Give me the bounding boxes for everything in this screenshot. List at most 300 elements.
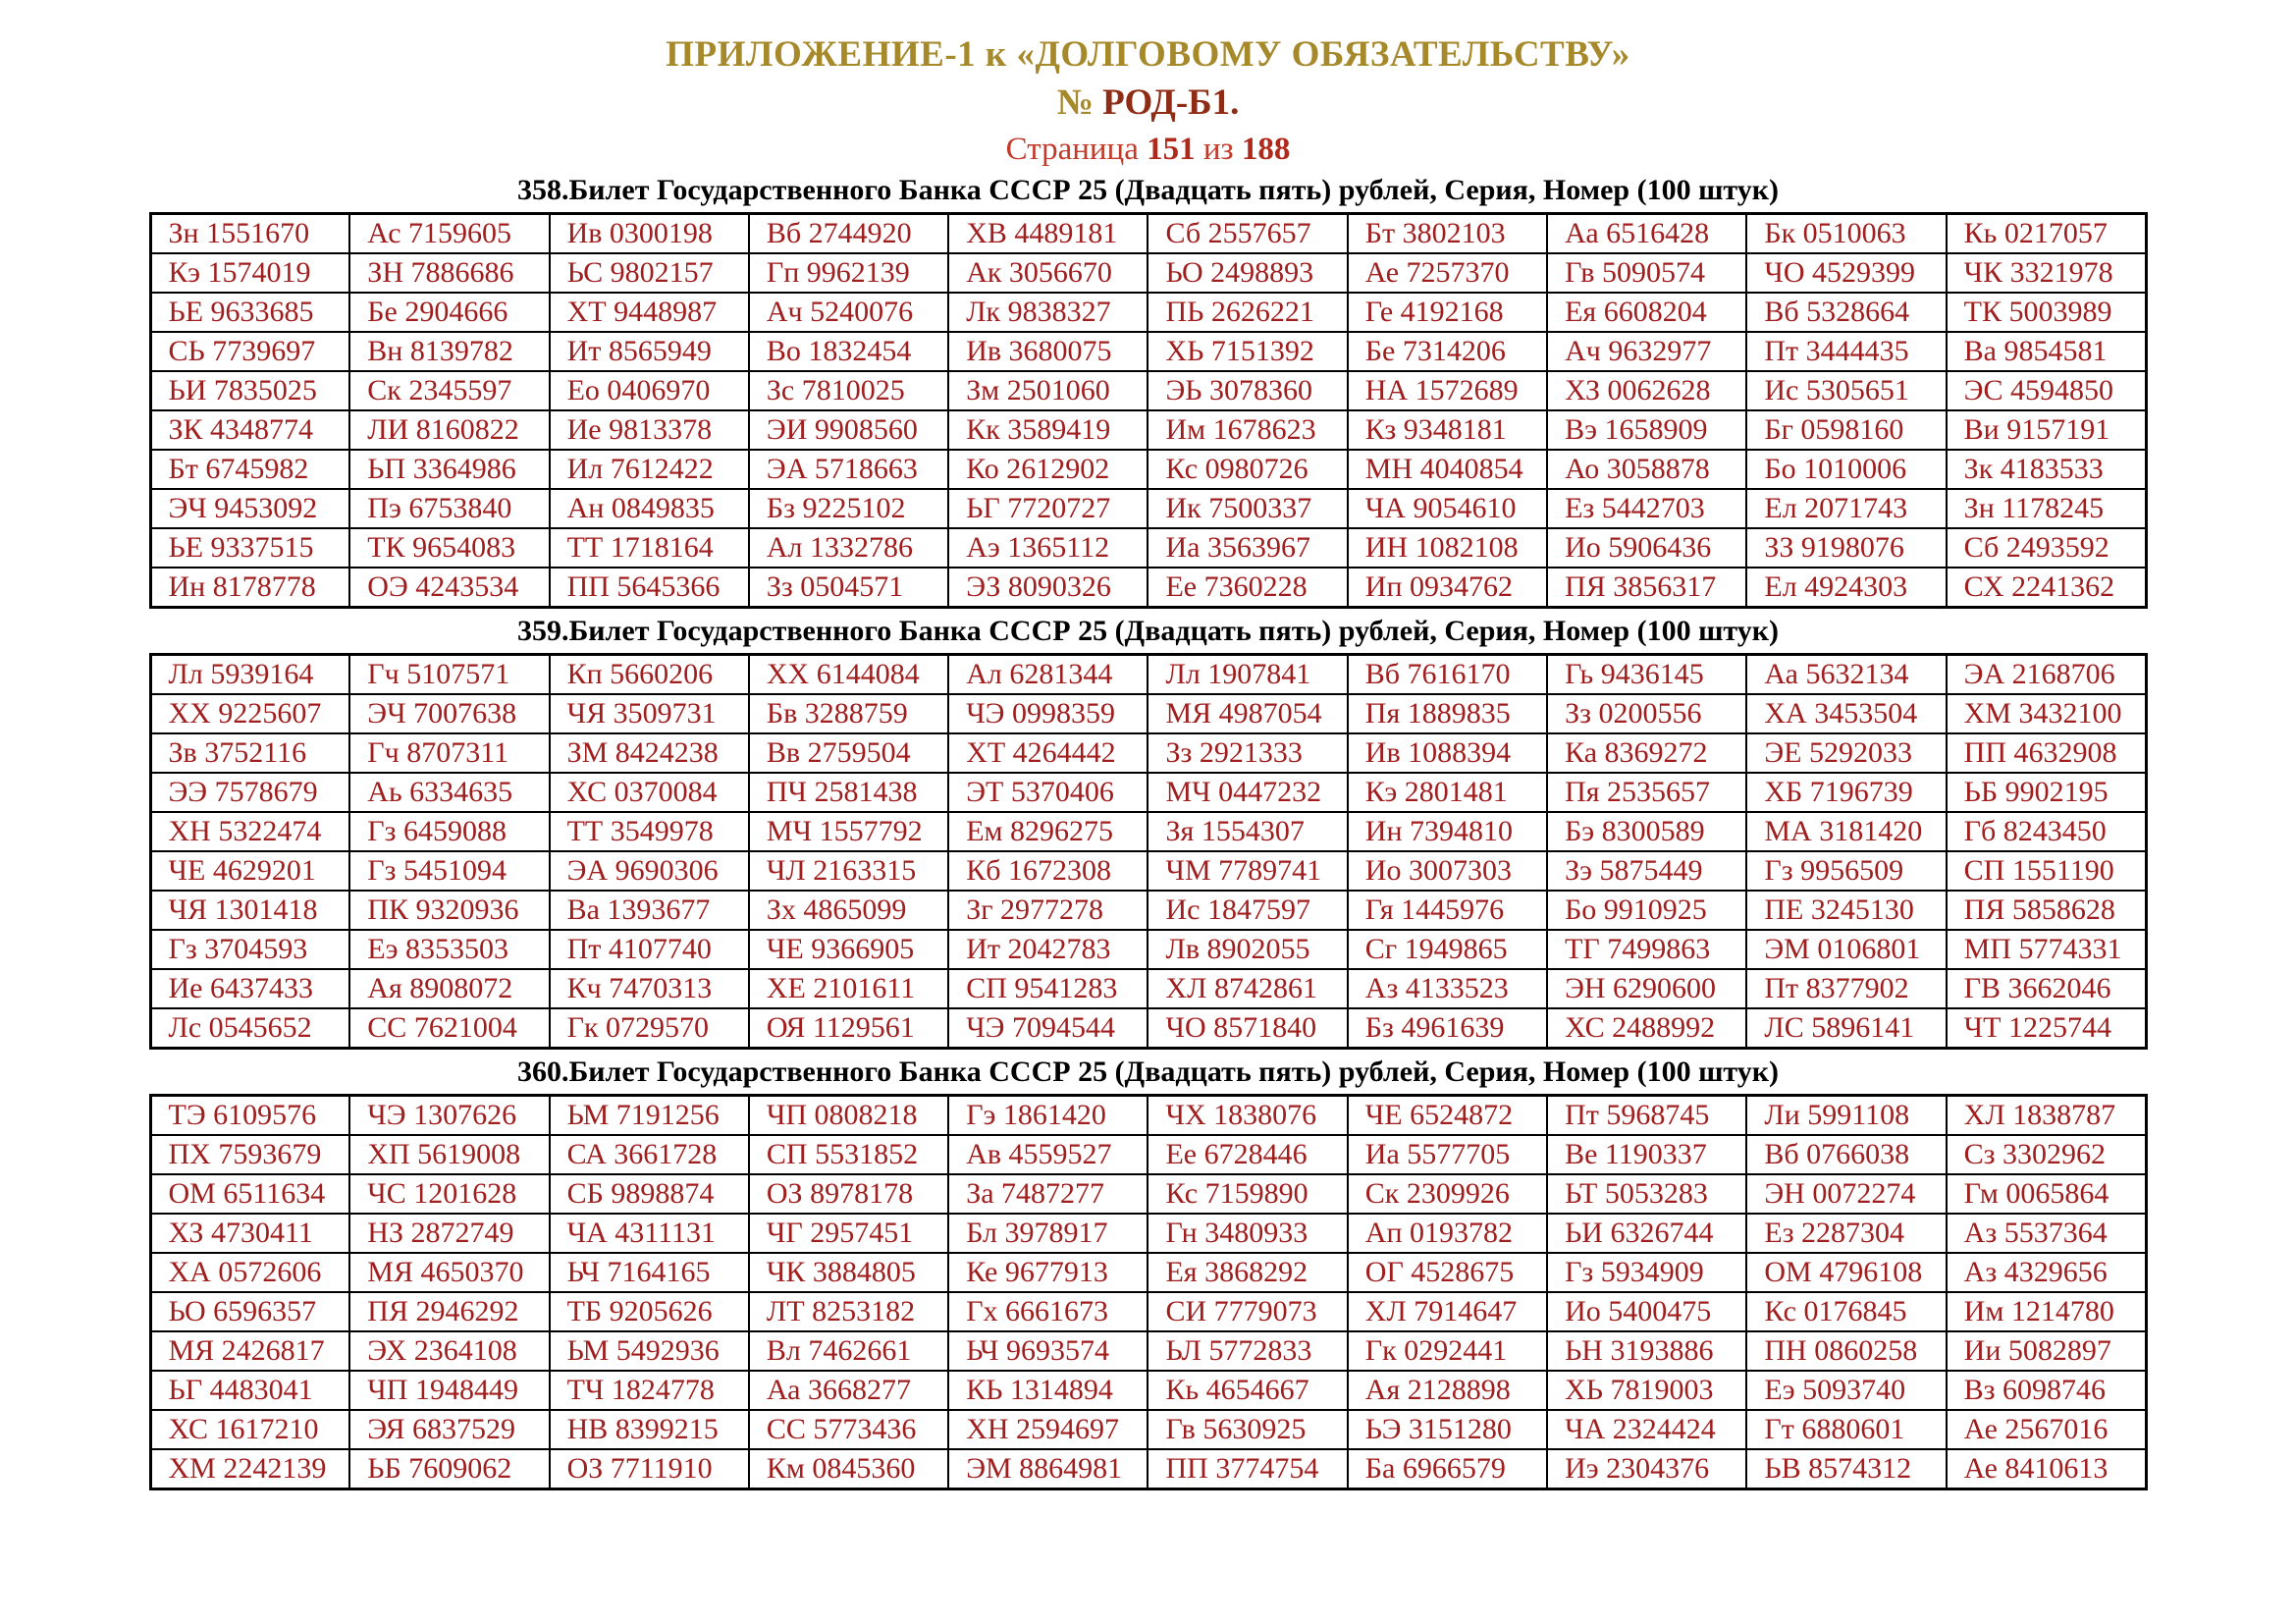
serial-cell: ЭЧ 9453092 xyxy=(150,489,349,528)
serial-cell: СЬ 7739697 xyxy=(150,332,349,371)
serial-cell: ХЗ 0062628 xyxy=(1547,371,1746,410)
serial-cell: НА 1572689 xyxy=(1348,371,1547,410)
serial-cell: Бт 6745982 xyxy=(150,450,349,489)
serial-cell: Гт 6880601 xyxy=(1746,1410,1946,1449)
serial-cell: Ке 9677913 xyxy=(948,1253,1148,1292)
table-row xyxy=(150,851,2146,891)
serial-cell: Гь 9436145 xyxy=(1547,655,1746,695)
serial-cell: Ва 9854581 xyxy=(1947,332,2146,371)
table-row xyxy=(150,450,2146,489)
serial-cell: ЭИ 9908560 xyxy=(749,410,948,450)
serial-cell: Бг 0598160 xyxy=(1746,410,1946,450)
serial-cell: Зн 1551670 xyxy=(150,214,349,254)
serial-cell: ЬО 2498893 xyxy=(1148,253,1347,293)
serial-cell: ЬИ 6326744 xyxy=(1547,1214,1746,1253)
serial-cell: ОЭ 4243534 xyxy=(349,568,549,608)
serial-cell: ОМ 6511634 xyxy=(150,1174,349,1214)
serial-cell: Бт 3802103 xyxy=(1348,214,1547,254)
serial-cell: ЭА 5718663 xyxy=(749,450,948,489)
table-row xyxy=(150,1371,2146,1410)
serial-cell: Аэ 1365112 xyxy=(948,528,1148,568)
serial-cell: Кь 4654667 xyxy=(1148,1371,1347,1410)
serial-cell: ЭЧ 7007638 xyxy=(349,694,549,733)
serial-cell: МЯ 2426817 xyxy=(150,1331,349,1371)
serial-cell: ЬТ 5053283 xyxy=(1547,1174,1746,1214)
serial-cell: Гк 0729570 xyxy=(550,1008,749,1049)
serial-cell: Ис 1847597 xyxy=(1148,891,1347,930)
table-title: 360.Билет Государственного Банка СССР 25 (Двадцать пять) рублей, Серия, Номер (100 штук) xyxy=(516,1056,1780,1088)
serial-cell: Гз 5451094 xyxy=(349,851,549,891)
serial-cell: Зк 4183533 xyxy=(1947,450,2146,489)
serial-cell: ЭЗ 8090326 xyxy=(948,568,1148,608)
serial-cell: Ит 8565949 xyxy=(550,332,749,371)
serial-cell: ЭТ 5370406 xyxy=(948,773,1148,812)
serial-cell: Сб 2557657 xyxy=(1148,214,1347,254)
serial-cell: ЭН 0072274 xyxy=(1746,1174,1946,1214)
serial-cell: Гб 8243450 xyxy=(1947,812,2146,851)
table-row xyxy=(150,1449,2146,1489)
serial-cell: Вн 8139782 xyxy=(349,332,549,371)
serial-cell: ЭА 2168706 xyxy=(1947,655,2146,695)
serial-cell: Зс 7810025 xyxy=(749,371,948,410)
serial-table xyxy=(149,212,2148,609)
serial-cell: ТБ 9205626 xyxy=(550,1292,749,1331)
serial-cell: ЭА 9690306 xyxy=(550,851,749,891)
serial-cell: МЧ 0447232 xyxy=(1148,773,1347,812)
serial-cell: ХЛ 8742861 xyxy=(1148,969,1347,1008)
serial-cell: Ко 2612902 xyxy=(948,450,1148,489)
serial-cell: Пт 3444435 xyxy=(1746,332,1946,371)
serial-cell: МН 4040854 xyxy=(1348,450,1547,489)
serial-cell: Пт 5968745 xyxy=(1547,1096,1746,1136)
serial-cell: ЧА 4311131 xyxy=(550,1214,749,1253)
banknote-table-section-359 xyxy=(149,615,2148,1050)
serial-cell: Гз 6459088 xyxy=(349,812,549,851)
serial-cell: ХЗ 4730411 xyxy=(150,1214,349,1253)
serial-cell: ЬН 3193886 xyxy=(1547,1331,1746,1371)
table-row xyxy=(150,1410,2146,1449)
serial-cell: Пэ 6753840 xyxy=(349,489,549,528)
serial-cell: ХХ 6144084 xyxy=(749,655,948,695)
serial-cell: Еэ 8353503 xyxy=(349,930,549,969)
serial-cell: ПЯ 5858628 xyxy=(1947,891,2146,930)
serial-cell: Пя 1889835 xyxy=(1348,694,1547,733)
serial-cell: ХБ 7196739 xyxy=(1746,773,1946,812)
serial-cell: Ив 0300198 xyxy=(550,214,749,254)
serial-cell: Зя 1554307 xyxy=(1148,812,1347,851)
serial-cell: ЧТ 1225744 xyxy=(1947,1008,2146,1049)
serial-cell: ХС 0370084 xyxy=(550,773,749,812)
serial-cell: Гз 9956509 xyxy=(1746,851,1946,891)
serial-cell: СХ 2241362 xyxy=(1947,568,2146,608)
numero-sign: № xyxy=(1056,82,1094,123)
serial-cell: НВ 8399215 xyxy=(550,1410,749,1449)
serial-cell: КЬ 1314894 xyxy=(948,1371,1148,1410)
serial-cell: Ея 3868292 xyxy=(1148,1253,1347,1292)
table-row xyxy=(150,969,2146,1008)
serial-cell: СС 7621004 xyxy=(349,1008,549,1049)
tables-area xyxy=(149,174,2148,1490)
serial-cell: Ая 8908072 xyxy=(349,969,549,1008)
serial-cell: ХА 0572606 xyxy=(150,1253,349,1292)
serial-cell: Лл 1907841 xyxy=(1148,655,1347,695)
serial-cell: ЧЭ 1307626 xyxy=(349,1096,549,1136)
serial-cell: ЭС 4594850 xyxy=(1947,371,2146,410)
serial-table xyxy=(149,653,2148,1050)
page-word: Страница xyxy=(1005,132,1139,167)
serial-cell: МП 5774331 xyxy=(1947,930,2146,969)
serial-cell: ЬЕ 9633685 xyxy=(150,293,349,332)
serial-cell: Кь 0217057 xyxy=(1947,214,2146,254)
serial-cell: Гз 3704593 xyxy=(150,930,349,969)
serial-cell: ЬЧ 7164165 xyxy=(550,1253,749,1292)
serial-cell: Ач 9632977 xyxy=(1547,332,1746,371)
serial-cell: НЗ 2872749 xyxy=(349,1214,549,1253)
serial-cell: Пт 4107740 xyxy=(550,930,749,969)
serial-cell: ЭЯ 6837529 xyxy=(349,1410,549,1449)
serial-cell: Ел 4924303 xyxy=(1746,568,1946,608)
page-total-number: 188 xyxy=(1241,132,1291,167)
serial-cell: ЧМ 7789741 xyxy=(1148,851,1347,891)
serial-cell: Бз 4961639 xyxy=(1348,1008,1547,1049)
serial-cell: Сг 1949865 xyxy=(1348,930,1547,969)
serial-cell: ХА 3453504 xyxy=(1746,694,1946,733)
serial-cell: ЭН 6290600 xyxy=(1547,969,1746,1008)
table-row xyxy=(150,1292,2146,1331)
serial-cell: ЧЭ 0998359 xyxy=(948,694,1148,733)
serial-cell: Вв 2759504 xyxy=(749,733,948,773)
serial-cell: Ва 1393677 xyxy=(550,891,749,930)
serial-cell: Зв 3752116 xyxy=(150,733,349,773)
serial-cell: Ас 7159605 xyxy=(349,214,549,254)
serial-cell: ЧП 1948449 xyxy=(349,1371,549,1410)
serial-cell: Гх 6661673 xyxy=(948,1292,1148,1331)
serial-cell: ЧЭ 7094544 xyxy=(948,1008,1148,1049)
serial-cell: Ив 3680075 xyxy=(948,332,1148,371)
serial-cell: Гп 9962139 xyxy=(749,253,948,293)
serial-cell: ЭХ 2364108 xyxy=(349,1331,549,1371)
serial-cell: ЬП 3364986 xyxy=(349,450,549,489)
table-row xyxy=(150,489,2146,528)
serial-cell: Кз 9348181 xyxy=(1348,410,1547,450)
serial-cell: ЗЗ 9198076 xyxy=(1746,528,1946,568)
banknote-table-section-360 xyxy=(149,1056,2148,1490)
serial-cell: Ал 6281344 xyxy=(948,655,1148,695)
serial-cell: ЗМ 8424238 xyxy=(550,733,749,773)
serial-table xyxy=(149,1094,2148,1490)
serial-cell: Км 0845360 xyxy=(749,1449,948,1489)
serial-cell: Зн 1178245 xyxy=(1947,489,2146,528)
serial-cell: ЭМ 0106801 xyxy=(1746,930,1946,969)
serial-cell: Ао 3058878 xyxy=(1547,450,1746,489)
serial-cell: Ее 7360228 xyxy=(1148,568,1347,608)
serial-cell: ХС 1617210 xyxy=(150,1410,349,1449)
serial-cell: Ея 6608204 xyxy=(1547,293,1746,332)
serial-cell: ПЧ 2581438 xyxy=(749,773,948,812)
serial-cell: Ио 5906436 xyxy=(1547,528,1746,568)
serial-cell: Ии 5082897 xyxy=(1947,1331,2146,1371)
table-row xyxy=(150,214,2146,254)
serial-cell: ЧЛ 2163315 xyxy=(749,851,948,891)
serial-cell: Им 1678623 xyxy=(1148,410,1347,450)
serial-cell: ЭМ 8864981 xyxy=(948,1449,1148,1489)
serial-cell: Бз 9225102 xyxy=(749,489,948,528)
table-title: 359.Билет Государственного Банка СССР 25 (Двадцать пять) рублей, Серия, Номер (100 штук) xyxy=(516,615,1780,647)
serial-cell: ТЭ 6109576 xyxy=(150,1096,349,1136)
serial-cell: ЬО 6596357 xyxy=(150,1292,349,1331)
serial-cell: Ап 0193782 xyxy=(1348,1214,1547,1253)
table-row xyxy=(150,812,2146,851)
serial-cell: Бо 9910925 xyxy=(1547,891,1746,930)
serial-cell: Гв 5090574 xyxy=(1547,253,1746,293)
serial-cell: ПЯ 2946292 xyxy=(349,1292,549,1331)
serial-cell: СА 3661728 xyxy=(550,1135,749,1174)
serial-cell: МЧ 1557792 xyxy=(749,812,948,851)
serial-cell: ХЬ 7151392 xyxy=(1148,332,1347,371)
serial-cell: ЬВ 8574312 xyxy=(1746,1449,1946,1489)
serial-cell: Ка 8369272 xyxy=(1547,733,1746,773)
page-indicator xyxy=(0,132,2296,168)
serial-cell: ХЕ 2101611 xyxy=(749,969,948,1008)
serial-cell: ЧЕ 9366905 xyxy=(749,930,948,969)
table-row xyxy=(150,371,2146,410)
serial-cell: ЧХ 1838076 xyxy=(1148,1096,1347,1136)
serial-cell: Гв 5630925 xyxy=(1148,1410,1347,1449)
serial-cell: Вб 5328664 xyxy=(1746,293,1946,332)
serial-cell: ЛИ 8160822 xyxy=(349,410,549,450)
table-row xyxy=(150,568,2146,608)
serial-cell: Бэ 8300589 xyxy=(1547,812,1746,851)
serial-cell: ЧЯ 3509731 xyxy=(550,694,749,733)
banknote-table-section-358 xyxy=(149,174,2148,609)
serial-cell: Зх 4865099 xyxy=(749,891,948,930)
serial-cell: ХП 5619008 xyxy=(349,1135,549,1174)
table-row xyxy=(150,293,2146,332)
serial-cell: СИ 7779073 xyxy=(1148,1292,1347,1331)
serial-cell: Вб 2744920 xyxy=(749,214,948,254)
table-row xyxy=(150,930,2146,969)
serial-cell: Зм 2501060 xyxy=(948,371,1148,410)
of-word: из xyxy=(1202,132,1234,167)
serial-cell: МА 3181420 xyxy=(1746,812,1946,851)
serial-cell: Зг 2977278 xyxy=(948,891,1148,930)
serial-cell: Кс 0980726 xyxy=(1148,450,1347,489)
serial-cell: ЧЕ 6524872 xyxy=(1348,1096,1547,1136)
table-row xyxy=(150,891,2146,930)
serial-cell: Ие 9813378 xyxy=(550,410,749,450)
serial-cell: Иэ 2304376 xyxy=(1547,1449,1746,1489)
serial-cell: Бв 3288759 xyxy=(749,694,948,733)
serial-cell: ЭЕ 5292033 xyxy=(1746,733,1946,773)
serial-cell: ТТ 1718164 xyxy=(550,528,749,568)
serial-cell: Ит 2042783 xyxy=(948,930,1148,969)
serial-cell: ХЛ 1838787 xyxy=(1947,1096,2146,1136)
serial-cell: Гэ 1861420 xyxy=(948,1096,1148,1136)
serial-cell: ЧА 9054610 xyxy=(1348,489,1547,528)
serial-cell: ПЬ 2626221 xyxy=(1148,293,1347,332)
serial-cell: ЧО 4529399 xyxy=(1746,253,1946,293)
serial-cell: Ио 5400475 xyxy=(1547,1292,1746,1331)
serial-cell: ЬМ 7191256 xyxy=(550,1096,749,1136)
serial-cell: ЬС 9802157 xyxy=(550,253,749,293)
serial-cell: Ба 6966579 xyxy=(1348,1449,1547,1489)
serial-cell: Вб 0766038 xyxy=(1746,1135,1946,1174)
serial-cell: ЬГ 7720727 xyxy=(948,489,1148,528)
serial-cell: ХМ 3432100 xyxy=(1947,694,2146,733)
serial-cell: Кп 5660206 xyxy=(550,655,749,695)
serial-cell: ХН 5322474 xyxy=(150,812,349,851)
serial-cell: СБ 9898874 xyxy=(550,1174,749,1214)
serial-cell: ЬЛ 5772833 xyxy=(1148,1331,1347,1371)
serial-cell: ЬИ 7835025 xyxy=(150,371,349,410)
serial-cell: За 7487277 xyxy=(948,1174,1148,1214)
serial-cell: ХН 2594697 xyxy=(948,1410,1148,1449)
serial-cell: ТК 5003989 xyxy=(1947,293,2146,332)
serial-cell: Ик 7500337 xyxy=(1148,489,1347,528)
serial-cell: Во 1832454 xyxy=(749,332,948,371)
serial-cell: СС 5773436 xyxy=(749,1410,948,1449)
serial-cell: ЬГ 4483041 xyxy=(150,1371,349,1410)
serial-cell: ЭЬ 3078360 xyxy=(1148,371,1347,410)
serial-cell: ЬЕ 9337515 xyxy=(150,528,349,568)
serial-cell: ХВ 4489181 xyxy=(948,214,1148,254)
serial-cell: ГВ 3662046 xyxy=(1947,969,2146,1008)
serial-cell: Кк 3589419 xyxy=(948,410,1148,450)
serial-cell: Ее 6728446 xyxy=(1148,1135,1347,1174)
serial-cell: ЛТ 8253182 xyxy=(749,1292,948,1331)
serial-cell: Бк 0510063 xyxy=(1746,214,1946,254)
serial-cell: ЧГ 2957451 xyxy=(749,1214,948,1253)
serial-cell: Аь 6334635 xyxy=(349,773,549,812)
table-row xyxy=(150,1253,2146,1292)
table-row xyxy=(150,332,2146,371)
serial-cell: Ел 2071743 xyxy=(1746,489,1946,528)
serial-cell: Зз 0504571 xyxy=(749,568,948,608)
table-row xyxy=(150,1214,2146,1253)
serial-cell: ХЛ 7914647 xyxy=(1348,1292,1547,1331)
serial-cell: ЧЕ 4629201 xyxy=(150,851,349,891)
serial-cell: Ис 5305651 xyxy=(1746,371,1946,410)
serial-cell: Сз 3302962 xyxy=(1947,1135,2146,1174)
serial-cell: Ие 6437433 xyxy=(150,969,349,1008)
serial-cell: Иа 3563967 xyxy=(1148,528,1347,568)
serial-cell: ЧК 3321978 xyxy=(1947,253,2146,293)
serial-cell: Гн 3480933 xyxy=(1148,1214,1347,1253)
serial-cell: Лс 0545652 xyxy=(150,1008,349,1049)
table-row xyxy=(150,253,2146,293)
table-row xyxy=(150,1174,2146,1214)
serial-cell: Ак 3056670 xyxy=(948,253,1148,293)
serial-cell: ПП 5645366 xyxy=(550,568,749,608)
serial-cell: Аз 5537364 xyxy=(1947,1214,2146,1253)
serial-cell: Ае 2567016 xyxy=(1947,1410,2146,1449)
serial-cell: Аа 6516428 xyxy=(1547,214,1746,254)
table-row xyxy=(150,1135,2146,1174)
serial-cell: ХХ 9225607 xyxy=(150,694,349,733)
table-row xyxy=(150,733,2146,773)
serial-cell: ПП 4632908 xyxy=(1947,733,2146,773)
serial-cell: Сб 2493592 xyxy=(1947,528,2146,568)
table-row xyxy=(150,1331,2146,1371)
serial-cell: ТЧ 1824778 xyxy=(550,1371,749,1410)
serial-cell: СП 9541283 xyxy=(948,969,1148,1008)
serial-cell: ЬБ 9902195 xyxy=(1947,773,2146,812)
serial-cell: ХС 2488992 xyxy=(1547,1008,1746,1049)
serial-cell: ЬЧ 9693574 xyxy=(948,1331,1148,1371)
table-row xyxy=(150,655,2146,695)
table-title: 358.Билет Государственного Банка СССР 25 (Двадцать пять) рублей, Серия, Номер (100 штук) xyxy=(516,174,1780,206)
serial-cell: Аз 4329656 xyxy=(1947,1253,2146,1292)
serial-cell: Ск 2309926 xyxy=(1348,1174,1547,1214)
serial-cell: Бе 2904666 xyxy=(349,293,549,332)
serial-cell: Ем 8296275 xyxy=(948,812,1148,851)
serial-cell: Гя 1445976 xyxy=(1348,891,1547,930)
serial-cell: ЛС 5896141 xyxy=(1746,1008,1946,1049)
serial-cell: Вб 7616170 xyxy=(1348,655,1547,695)
serial-cell: Ае 7257370 xyxy=(1348,253,1547,293)
serial-cell: Вл 7462661 xyxy=(749,1331,948,1371)
serial-cell: Пя 2535657 xyxy=(1547,773,1746,812)
serial-cell: ХТ 4264442 xyxy=(948,733,1148,773)
serial-cell: ТТ 3549978 xyxy=(550,812,749,851)
serial-cell: Ин 8178778 xyxy=(150,568,349,608)
serial-cell: Вэ 1658909 xyxy=(1547,410,1746,450)
serial-cell: ПН 0860258 xyxy=(1746,1331,1946,1371)
serial-cell: ПК 9320936 xyxy=(349,891,549,930)
serial-cell: Гк 0292441 xyxy=(1348,1331,1547,1371)
serial-cell: ТК 9654083 xyxy=(349,528,549,568)
serial-cell: Им 1214780 xyxy=(1947,1292,2146,1331)
serial-cell: ОГ 4528675 xyxy=(1348,1253,1547,1292)
serial-cell: ЧС 1201628 xyxy=(349,1174,549,1214)
serial-cell: Кч 7470313 xyxy=(550,969,749,1008)
document-header xyxy=(0,0,2296,168)
table-row xyxy=(150,528,2146,568)
serial-cell: Ео 0406970 xyxy=(550,371,749,410)
doc-number: РОД-Б1. xyxy=(1102,82,1240,123)
page-current-number: 151 xyxy=(1147,132,1196,167)
serial-cell: Ге 4192168 xyxy=(1348,293,1547,332)
serial-cell: Ип 0934762 xyxy=(1348,568,1547,608)
appendix-title: ПРИЛОЖЕНИЕ-1 к «ДОЛГОВОМУ ОБЯЗАТЕЛЬСТВУ» xyxy=(666,34,1630,75)
serial-cell: ЗН 7886686 xyxy=(349,253,549,293)
serial-cell: Гм 0065864 xyxy=(1947,1174,2146,1214)
serial-cell: ОЗ 8978178 xyxy=(749,1174,948,1214)
serial-cell: ЧЯ 1301418 xyxy=(150,891,349,930)
serial-cell: ЧА 2324424 xyxy=(1547,1410,1746,1449)
serial-cell: ЗК 4348774 xyxy=(150,410,349,450)
table-row xyxy=(150,694,2146,733)
table-row xyxy=(150,410,2146,450)
serial-cell: МЯ 4650370 xyxy=(349,1253,549,1292)
serial-cell: ОЗ 7711910 xyxy=(550,1449,749,1489)
serial-cell: Зз 2921333 xyxy=(1148,733,1347,773)
serial-cell: ИН 1082108 xyxy=(1348,528,1547,568)
serial-cell: Кэ 2801481 xyxy=(1348,773,1547,812)
serial-cell: СП 1551190 xyxy=(1947,851,2146,891)
serial-cell: МЯ 4987054 xyxy=(1148,694,1347,733)
serial-cell: Иа 5577705 xyxy=(1348,1135,1547,1174)
serial-cell: Кэ 1574019 xyxy=(150,253,349,293)
serial-cell: Еэ 5093740 xyxy=(1746,1371,1946,1410)
serial-cell: ХЬ 7819003 xyxy=(1547,1371,1746,1410)
serial-cell: ПП 3774754 xyxy=(1148,1449,1347,1489)
serial-cell: Ез 2287304 xyxy=(1746,1214,1946,1253)
serial-cell: ХМ 2242139 xyxy=(150,1449,349,1489)
serial-cell: Ли 5991108 xyxy=(1746,1096,1946,1136)
serial-cell: ХТ 9448987 xyxy=(550,293,749,332)
serial-cell: ЬЭ 3151280 xyxy=(1348,1410,1547,1449)
